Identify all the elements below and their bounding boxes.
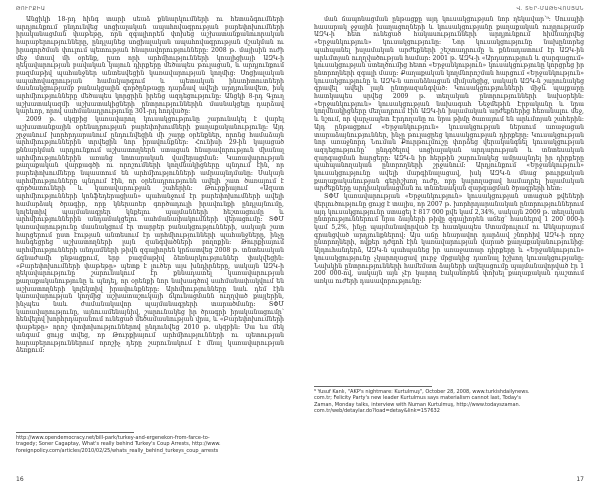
- footnote: [16, 435, 286, 454]
- footnote-line: tragedy; Soner Cagaptay, What's really behind Turkey's Coup Arrests, http://www.: [16, 441, 221, 448]
- footnote-line: com.tr/web/detaylar.do?load=detay&link=157632: [314, 408, 440, 415]
- body-text: [16, 16, 284, 355]
- footnote-line: Zaman, Monday talks, interview with Numan Kurtulmuş, http://www.todayszaman.: [314, 401, 521, 408]
- paragraph: ՏՓՄ կառավարության «Երջանկություն» կուսակցության ստացած քվեների վերլուծությունը ցույց է տալիս, որ 2007 թ. խորհրդարանական ընտրություններում այդ կուսակցությունը ստացել է 817 000 քվե կամ 2,34%, սակայն 2009 թ. տեղական ընտրություններում նրա ձայների թիվը զգալիորեն աճեց՝ հասնելով 1 200 000-ի կամ 5,2%, ինչը պայմանավորված էր հատկապես Ստամբուլում ու Անկարայում գրանցված արդյունքներով։ Այս աճը հնարավոր դարձավ շնորհիվ ԱԶԿ-ի որոշ ընտրողների, ովքեր դժգոհ էին կառավարության վարած քաղաքականությունից։ Այդուհանդերձ, ԱԶԿ-ն պահպանեց իր առաջատար դիրքերը և «Երջանկություն» կուսակցությունը չկարողացավ լուրջ մրցակից դառնալ իշխող կուսակցությանը։ Նախկին ընտրությունների համեմատ ձայների ավելացումը պայմանավորված էր 1 200 000-ով, սակայն այն չէր կարող էականորեն փոխել քաղաքական դաշտում առկա ուժերի դասավորությունը։: [314, 193, 584, 285]
- running-header: Վ. ՏԵՐ-ՄԱԹԵՎՈՍՅԱՆ: [516, 6, 584, 12]
- footnote-line: foreignpolicy.com/articles/2010/02/25/whats_really_behind_turkeys_coup_arrests: [16, 447, 219, 454]
- footnote-line: http://www.opendemocracy.net/bill-park/turkey-and-ergenekon-from-farce-to-: [16, 435, 210, 441]
- paragraph: 2009 թ. սկզբից կառավարող կուսակցությունը շարունակել է վարել աշխատանքային օրենսդրության բարեփոխումների քաղաքականությունը։ Այդ շրջանում խորհրդարանում ընդունվեցին մի շարք օրենքներ, որոնց համաձայն արհմիություններին տրվեցին նոր իրավունքներ։ Հունիսի 29-ին կայացած քննարկման արդյունքում աշխատողներն ստացան հնարավորություն միանալ արհմիություններին առանց նոտարական վավերացման։ Կառավարության քաղաքական վարքագծի ու որոշումների կողմնակիցները պնդում էին, որ բարեփոխումները նպաստում են արհմիությունների ամրապնդմանը։ Սակայն արհմիությունները պնդում էին, որ օրենսդրությունն ավելի շատ ծառայում է գործատուների և կառավարության շահերին։ Թուրքիայում «Ազատ արհմիությունների կոնֆեդերացիան» պահանջում էր բարեփոխումների ավելի համարձակ ծրագիր, որը կներառեր գործադուլի իրավունքի ընդլայնումը, կոլեկտիվ պայմանագրեր կնքելու պայմանների հեշտացումը և արհմիություններին անդամակցելու սահմանափակումների վերացումը։ ՏՓՄ կառավարությունը մասնակցում էր տարբեր բանակցությունների, սակայն շատ հարցերում ըստ էության անտեսում էր արհմիությունների պահանջները, ինչը հանգեցրեց աշխատողների լայն զանգվածների բողոքին։ Թուրքիայում արհմիությունների անդամների թիվն զգալիորեն կրճատվեց 2008 թ. տնտեսական ճգնաժամի ընթացքում, երբ բազմաթիվ ձեռնարկություններ փակվեցին։ «Բարեփոխումների փաթեթը» պետք է լուծեր այս խնդիրները, սակայն ԱԶԿ-ի ղեկավարությունը շարունակում էր քննադատել կառավարության քաղաքականությունը և պնդել, որ օրենքի նոր նախագծով սահմանափակվում են աշխատողների կոլեկտիվ իրավունքները։ Արհմիությունները նաև դեմ էին կառավարության կողմից աշխատաշուկայի ճկունացմանն ուղղված քայլերին, ինչպես նաև ժամանակավոր պայմանագրերի տարածմանը։ ՏՓՄ կառավարությունը, այնուամենայնիվ, շարունակեց իր ծրագրի իրականացումը՝ հենվելով խորհրդարանում ունեցած մեծամասնության վրա, և «Բարեփոխումների փաթեթը» որոշ փոփոխություններով ընդունվեց 2010 թ. սկզբին։ Սա ևս մեկ անգամ ցույց տվեց, որ Թուրքիայում արհմիությունների ու պետության հարաբերություններում որոշիչ դերը շարունակում է մնալ կառավարության ձեռքում։: [16, 116, 284, 355]
- page-number: 16: [16, 476, 24, 483]
- footnote-line: com.tr; Felicity Party's new leader Kurtulmus says materialism cannot last, Today's: [314, 395, 521, 402]
- running-header: ԹՈՒՐՔԻԱ: [16, 6, 46, 12]
- footnote-rule: [16, 432, 134, 433]
- footnote: [314, 389, 584, 415]
- page-number: 17: [576, 476, 584, 483]
- body-text: [314, 16, 584, 286]
- paragraph: Անցիկի 18-րդ հինգ տարի սեաձ քննարկումների ու հետաձգումների արդյունքում ընդունվեց սոցիալական ապահովագրության բարեփոխումների իրականացման փաթեթը, որն զգալիորեն փոխեց աշխատանքանուորական հարաբերությունները, ընդլայնեց սոցիալական ապահովագրության մշակման ու իրագործման փուլում պետության հնարավորությունները։ 2008 թ. մայիսին ուժի մեջ մտավ մի օրենք, ըստ որի արհմիությունների կոալիցիայի ԱԶԿ-ի ղեկավարության բավական կայուն դիրքերը մեծապես թուլացան, և արդյունքում բազմաթիվ պահանջներ անտեսվեցին կառավարության կողմից։ Սոցիալական ապահովագրության համակարգում և պետական ինստիտուտների մասնակցությամբ բանակցային գործընթացը դարձավ ավելի արդյունավետ, իսկ արհմիությունները մեծապես կորցրին իրենց ազդեցությունը։ Անցկի 8-րդ Գլուղ աշխատակազմի աշխատակիցների ընտրություններին մասնակցելը դարձավ կարևոր, որով սահմանադրությունը 301-րդ հոդվածը։: [16, 16, 284, 116]
- right-page: [300, 0, 600, 496]
- footnote-rule: [314, 386, 432, 387]
- footnote-line: ⁹ Yusuf Kanlı, "AKP's nightmare: Kurtulmuş", October 28, 2008, www.turkishdailynews.: [314, 389, 530, 395]
- paragraph: ման ճապոնացման ընթացքը այդ կուսակցության նոր ղեկավար՝⁹։ Սուսպիի հասարակ ջջային խաղացողների և կուսակցությանը քաղաքական ուղղությամբ ԱԶԿ-ի հետ ունեցած հակասությունների արդյունքում հիմնադրվեց «Երջանկություն» կուսակցությունը։ Նոր կուսակցությունը նախընտրեց պահպանել իսլամական արժեքների շեշտադրումը և քննադատում էր ԱԶԿ-ին արևմտյան ուղղվածության համար։ 2001 թ. ԱԶԿ-ի «Արդարություն և զարգացում» կուսակցության ստեղծումից հետո «Երջանկություն» կուսակցությունը կորցրեց իր ընտրողների զգալի մասը։ Քաղաքական կողմնորոշման հարցում «Երջանկություն» կուսակցությունը և ԱԶԿ-ն առանձնացան միմյանցից, սակայն ԱԶԿ-ն շարունակեց գրավել ավելի լայն ընտրազանգված։ Կուսակցությունների միջև պայքարը հատկապես սրվեց 2009 թ. տեղական ընտրությունների նախօրեին։ «Երջանկություն» կուսակցության նախագահ Նեջմեթին Էրբականը և նրա կողմնակիցները մեղադրում էին ԱԶԿ-ին իսլամական արժեքներից հեռանալու մեջ, և նշում, որ վարչապետ Էրդողանը ու նրա թիմը ծառայում են արևմտյան շահերին։ Այդ ընթացքում «Երջանկություն» կուսակցության ներսում առաջացան տարաձայնություններ, ինչը թուլացրեց կուսակցության դիրքերը։ Կուսակցության նոր առաջնորդ Նուման Քուրթուլմուշը փորձեց վերականգնել կուսակցության ազդեցությունը՝ ընդգծելով սոցիալական արդարության և տնտեսական զարգացման հարցերը։ ԱԶԿ-ն իր հերթին շարունակեց ամրապնդել իր դիրքերը պահպանողական ընտրողների շրջանում։ Արդյունքում «Երջանկություն» կուսակցությունը ավելի մարգինալացավ, իսկ ԱԶԿ-ն մնաց թուրքական քաղաքականության գերիշխող ուժը, որը կարողացավ համադրել իսլամական արժեքները արդիականացման ու տնտեսական զարգացման ծրագրերի հետ։: [314, 16, 584, 193]
